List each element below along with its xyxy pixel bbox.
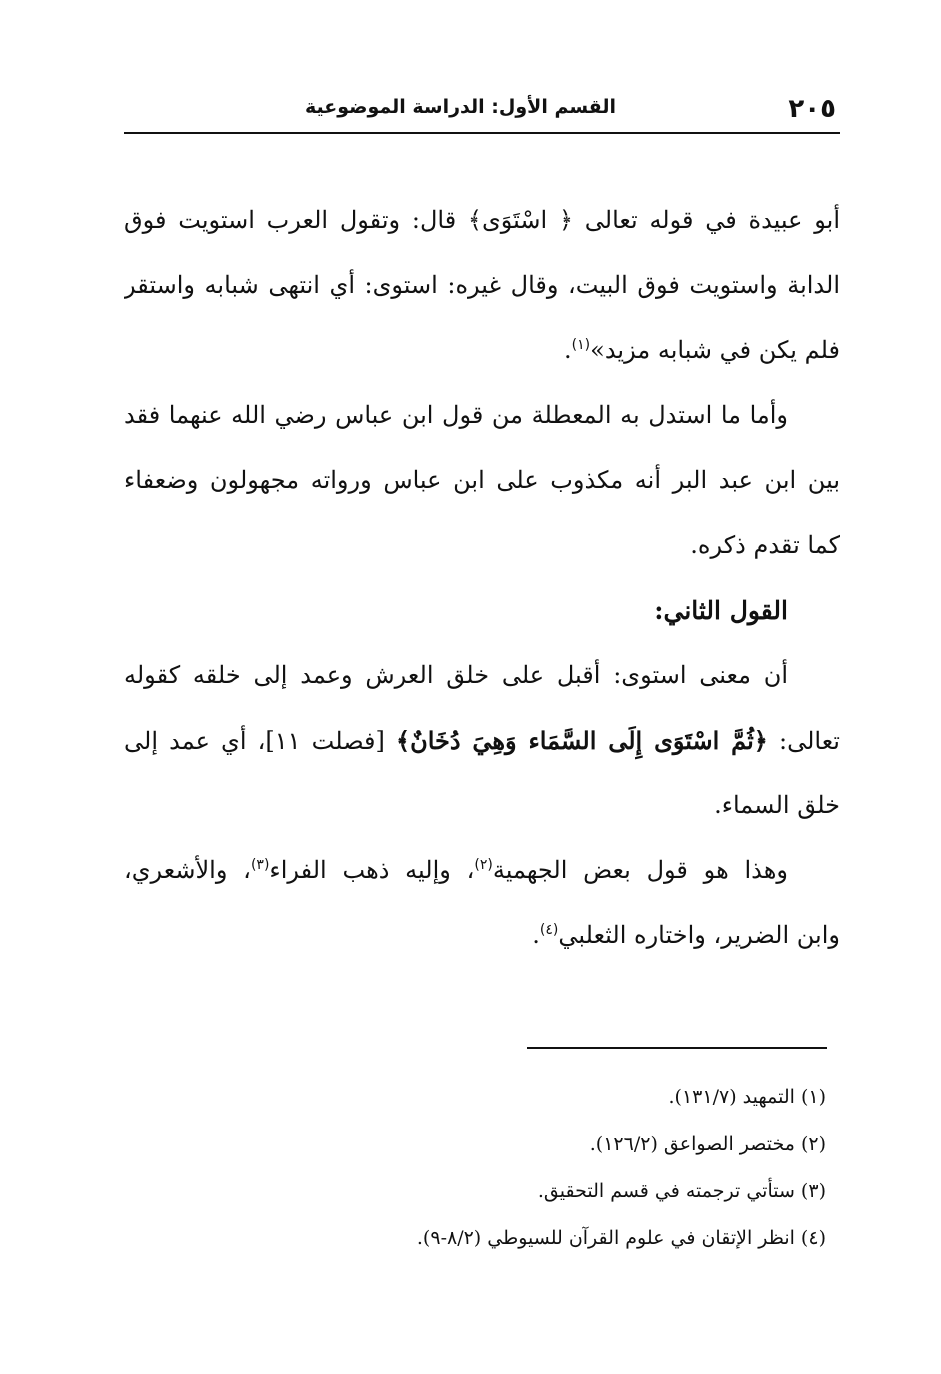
text-segment: فلم يكن في شبابه مزيد» [590,336,840,364]
footnote-ref: (٣) [250,857,270,873]
text-line: أن معنى استوى: أقبل على خلق العرش وعمد إلى خلقه كقوله [124,661,788,689]
text-line: وأما ما استدل به المعطلة من قول ابن عباس رضي الله عنهما فقد [124,401,788,429]
footnote-ref: (٤) [539,922,559,938]
text-segment: . [532,921,540,949]
text-line: بين ابن عبد البر أنه مكذوب على ابن عباس ورواته مجهولون وضعفاء [124,466,840,494]
section-heading: القول الثاني: [654,596,788,625]
text-segment: وهذا هو قول بعض الجهمية [492,856,789,884]
main-text [124,188,840,968]
text-segment: تعالى: [767,727,840,755]
footnote: (١) التمهيد (١٣١/٧). [668,1086,826,1108]
footnotes [126,1074,826,1262]
text-line [124,838,840,903]
text-segment: ، والأشعري، [124,856,251,884]
footnote-ref: (١) [571,337,591,353]
footnote: (٤) انظر الإتقان في علوم القرآن للسيوطي (٨/٢-٩). [416,1227,826,1249]
footnote-ref: (٢) [474,857,493,873]
running-title: القسم الأول: الدراسة الموضوعية [304,96,616,118]
text-line: كما تقدم ذكره. [690,531,840,559]
footnote: (٣) ستأتي ترجمته في قسم التحقيق. [537,1180,826,1202]
text-line: خلق السماء. [714,791,840,819]
footnote-divider [527,1047,827,1049]
text-line [124,318,840,383]
page-number: ٢٠٥ [788,94,836,124]
text-line: أبو عبيدة في قوله تعالى ﴿ اسْتَوَى﴾ قال: وتقول العرب استويت فوق [124,206,840,234]
footnote: (٢) مختصر الصواعق (١٢٦/٢). [589,1133,826,1155]
text-segment: وابن الضرير، واختاره الثعلبي [558,921,840,949]
quran-verse: ﴿ثُمَّ اسْتَوَى إِلَى السَّمَاء وَهِيَ دُخَانٌ﴾ [396,726,768,755]
text-line [124,903,840,968]
page-header [124,88,840,134]
text-segment: . [564,336,572,364]
text-segment: [فصلت ١١]، أي عمد إلى [124,727,396,755]
text-segment: ، وإليه ذهب الفراء [269,856,475,884]
text-line [124,708,840,773]
text-line: الدابة واستويت فوق البيت، وقال غيره: استوى: أي انتهى شبابه واستقر [124,271,840,299]
